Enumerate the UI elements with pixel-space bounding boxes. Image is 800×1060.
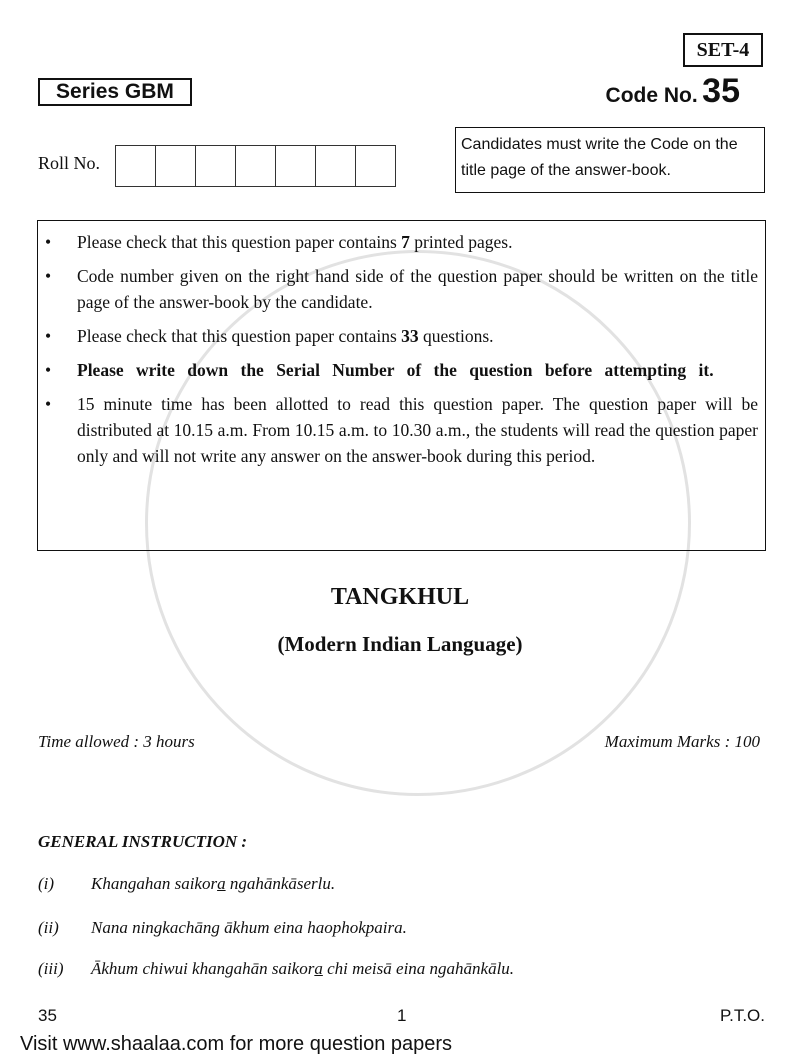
bullet-icon: • <box>45 266 52 286</box>
code-label: Code No. <box>605 84 698 107</box>
bullet-icon: • <box>45 394 52 414</box>
page-number: 1 <box>397 1006 407 1025</box>
general-instruction-item: (iii) Ākhum chiwui khangahān saikora chi meisā eina ngahānkālu. <box>38 959 515 978</box>
series-badge: Series GBM <box>38 78 192 106</box>
roll-digit-box[interactable] <box>115 145 156 187</box>
roll-label: Roll No. <box>38 153 101 173</box>
instruction-item: • Please write down the Serial Number of the question before attempting it. <box>45 357 758 383</box>
bullet-icon: • <box>45 360 52 380</box>
instruction-item: • Please check that this question paper contains 33 questions. <box>45 323 758 349</box>
roll-number-boxes[interactable] <box>115 145 396 187</box>
roll-digit-box[interactable] <box>276 145 316 187</box>
instruction-item: • Code number given on the right hand side of the question paper should be written on the title page of the answer-book by the candidate. <box>45 263 758 315</box>
footer-code: 35 <box>38 1006 57 1025</box>
bullet-icon: • <box>45 232 52 252</box>
code-number <box>606 72 740 111</box>
roll-digit-box[interactable] <box>316 145 356 187</box>
subject-subtitle: (Modern Indian Language) <box>277 632 523 656</box>
code-value: 35 <box>702 72 740 110</box>
bullet-icon: • <box>45 326 52 346</box>
pto-label: P.T.O. <box>719 1006 765 1025</box>
roll-digit-box[interactable] <box>356 145 396 187</box>
set-badge: SET-4 <box>683 33 763 67</box>
roll-digit-box[interactable] <box>196 145 236 187</box>
time-allowed: Time allowed : 3 hours <box>38 732 195 751</box>
general-instruction-item: (i) Khangahan saikora ngahānkāserlu. <box>38 874 336 893</box>
subject-title: TANGKHUL <box>330 584 470 610</box>
roll-digit-box[interactable] <box>156 145 196 187</box>
general-instruction-item: (ii) Nana ningkachāng ākhum eina haophokpaira. <box>38 918 407 937</box>
roll-digit-box[interactable] <box>236 145 276 187</box>
instructions-box <box>37 220 766 551</box>
general-instruction-heading: GENERAL INSTRUCTION : <box>38 832 248 851</box>
instruction-item: • Please check that this question paper contains 7 printed pages. <box>45 229 758 255</box>
instruction-item: • 15 minute time has been allotted to read this question paper. The question paper will be distributed at 10.15 a.m. From 10.15 a.m. to 10.30 a.m., the students will read the question paper only and will not write any answer on the answer-book during this period. <box>45 391 758 469</box>
maximum-marks: Maximum Marks : 100 <box>604 732 760 751</box>
candidates-note: Candidates must write the Code on the title page of the answer-book. <box>455 127 765 193</box>
visit-link[interactable]: Visit www.shaalaa.com for more question papers <box>20 1033 453 1055</box>
